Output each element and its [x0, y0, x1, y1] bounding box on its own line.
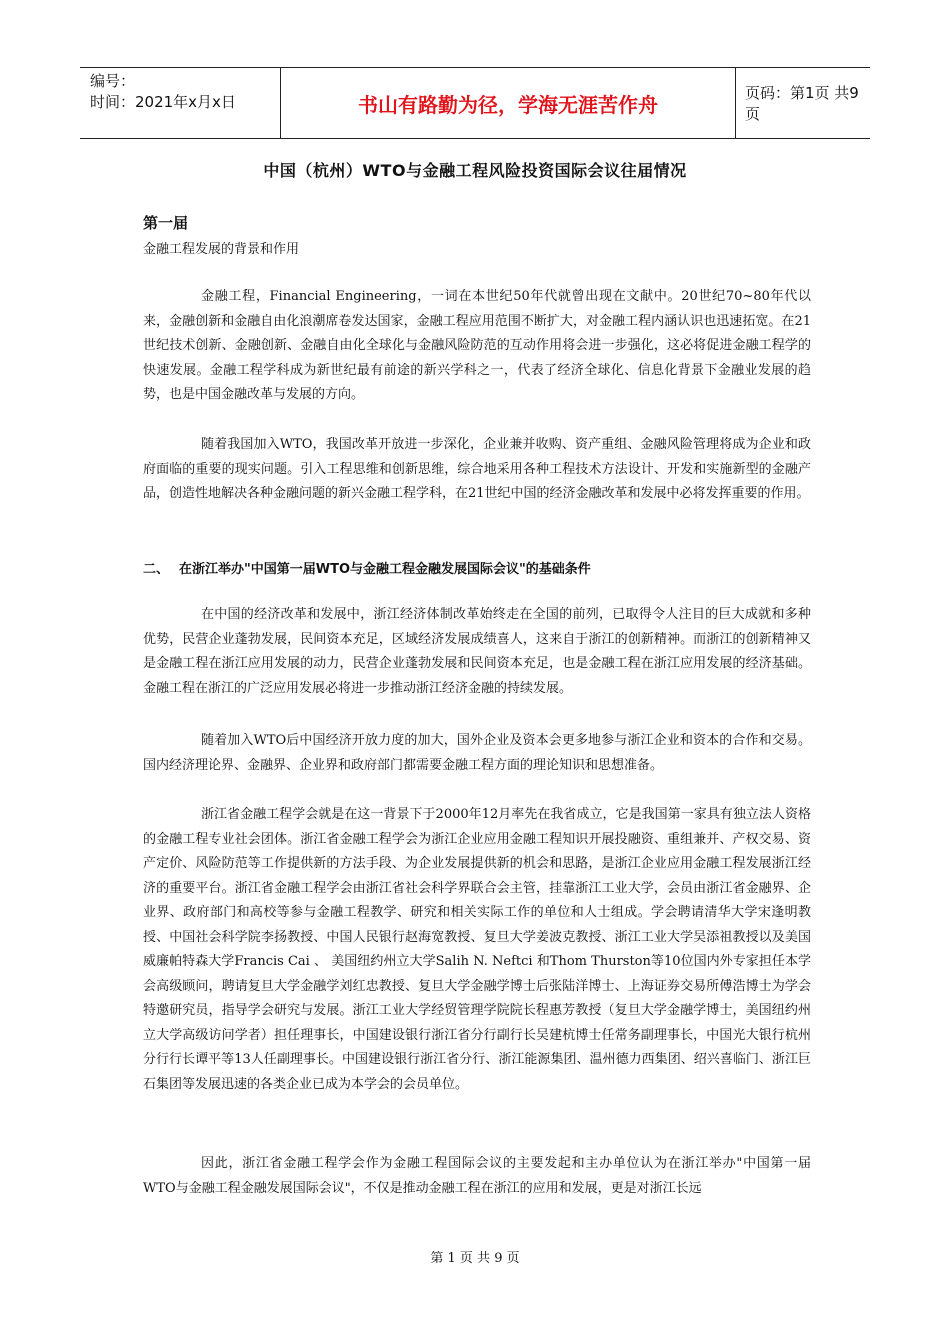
paragraph-3: 在中国的经济改革和发展中，浙江经济体制改革始终走在全国的前列，已取得令人注目的巨大成就和多种优势，民营企业蓬勃发展，民间资本充足，区域经济发展成绩喜人，这来自于浙江的创新精神。而浙江的创新精神又是金融工程在浙江应用发展的动力，民营企业蓬勃发展和民间资本充足，也是金融工程在浙江应用发展的经济基础。金融工程在浙江的广泛应用发展必将进一步推动浙江经济金融的持续发展。 [143, 607, 811, 696]
number-label: 编号： [90, 72, 136, 90]
paragraph-1: 金融工程，Financial Engineering，一词在本世纪50年代就曾出现在文献中。20世纪70~80年代以来，金融创新和金融自由化浪潮席卷发达国家，金融工程应用范围不断扩大，对金融工程内涵认识也迅速拓宽。在21世纪技术创新、金融创新、金融自由化全球化与金融风险防范的互动作用将会进一步强化，这必将促进金融工程学的快速发展。金融工程学科成为新世纪最有前途的新兴学科之一，代表了经济全球化、信息化背景下金融业发展的趋势，也是中国金融改革与发展的方向。 [143, 289, 811, 402]
paragraph-2: 随着我国加入WTO，我国改革开放进一步深化，企业兼并收购、资产重组、金融风险管理将成为企业和政府面临的重要的现实问题。引入工程思维和创新思维，综合地采用各种工程技术方法设计、开发和实施新型的金融产品，创造性地解决各种金融问题的新兴金融工程学科，在21世纪中国的经济金融改革和发展中必将发挥重要的作用。 [143, 437, 811, 501]
page-footer: 第 1 页 共 9 页 [430, 1251, 520, 1266]
paragraph-5: 浙江省金融工程学会就是在这一背景下于2000年12月率先在我省成立，它是我国第一家具有独立法人资格的金融工程专业社会团体。浙江省金融工程学会为浙江企业应用金融工程知识开展投融资、重组兼并、产权交易、资产定价、风险防范等工作提供新的方法手段、为企业发展提供新的机会和思路，是浙江企业应用金融工程发展浙江经济的重要平台。浙江省金融工程学会由浙江省社会科学界联合会主管，挂靠浙江工业大学，会员由浙江省金融界、企业界、政府部门和高校等参与金融工程教学、研究和相关实际工作的单位和人士组成。学会聘请清华大学宋逢明教授、中国社会科学院李扬教授、中国人民银行赵海宽教授、复旦大学姜波克教授、浙江工业大学吴添祖教授以及美国威廉帕特森大学Francis Cai 、 美国纽约州立大学Salih N. Neftci 和Thom Thurston等10位国内外专家担任本学会高级顾问，聘请复旦大学金融学刘红忠教授、复旦大学金融学博士后张陆洋博士、上海证券交易所傅浩博士为学会特邀研究员，指导学会研究与发展。浙江工业大学经贸管理学院院长程惠芳教授（复旦大学金融学博士，美国纽约州立大学高级访问学者）担任理事长，中国建设银行浙江省分行副行长吴建杭博士任常务副理事长，中国光大银行杭州分行行长谭平等13人任副理事长。中国建设银行浙江省分行、浙江能源集团、温州德力西集团、绍兴喜临门、浙江巨石集团等发展迅速的各类企业已成为本学会的会员单位。 [143, 807, 811, 1092]
header-page-info: 页码：第1页 共9页 [745, 84, 859, 123]
section-number: 二、 [143, 562, 170, 577]
paragraph-6: 因此，浙江省金融工程学会作为金融工程国际会议的主要发起和主办单位认为在浙江举办"中国第一届WTO与金融工程金融发展国际会议"，不仅是推动金融工程在浙江的应用和发展，更是对浙江长远 [143, 1156, 811, 1196]
document-header [80, 67, 870, 139]
paragraph-4: 随着加入WTO后中国经济开放力度的加大，国外企业及资本会更多地参与浙江企业和资本的合作和交易。国内经济理论界、金融界、企业界和政府部门都需要金融工程方面的理论知识和思想准备。 [143, 733, 811, 773]
section-heading-text: 在浙江举办"中国第一届WTO与金融工程金融发展国际会议"的基础条件 [179, 562, 591, 577]
header-meta [80, 68, 280, 138]
section-heading-first: 第一届 [143, 214, 189, 232]
section-heading-second [143, 558, 591, 577]
document-title: 中国（杭州）WTO与金融工程风险投资国际会议往届情况 [263, 161, 687, 180]
date-label: 时间：2021年x月x日 [90, 93, 236, 111]
header-motto: 书山有路勤为径，学海无涯苦作舟 [280, 68, 736, 138]
section-subtitle: 金融工程发展的背景和作用 [143, 242, 300, 257]
